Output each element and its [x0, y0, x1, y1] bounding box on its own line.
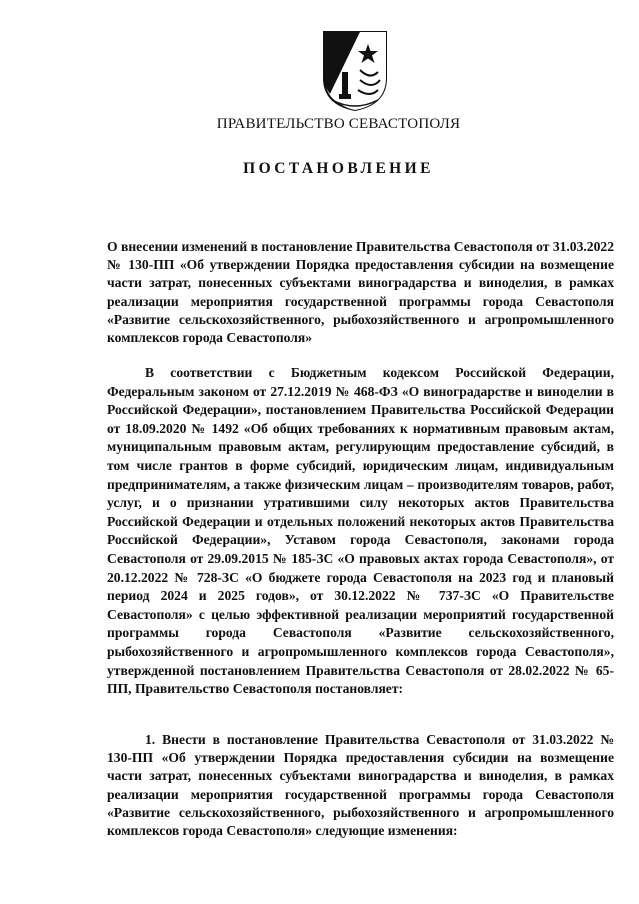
issuing-authority: ПРАВИТЕЛЬСТВО СЕВАСТОПОЛЯ — [216, 116, 461, 132]
document-subject: О внесении изменений в постановление Правительства Севастополя от 31.03.2022 № 130-ПП «Об утверждении Порядка предоставления субсидии на возмещение части затрат, понесенных субъектами виноградарства и виноделия, в рамках реализации мероприятия государственной программы города Севастополя «Развитие сельскохозяйственного, рыбохозяйственного и агропромышленного комплексов города Севастополя» — [107, 239, 614, 346]
preamble-text: В соответствии с Бюджетным кодексом Российской Федерации, Федеральным законом от 27.12.2019 № 468-ФЗ «О виноградарстве и виноделии в Российской Федерации», постановлением Правительства Российской Федерации от 18.09.2020 № 1492 «Об общих требованиях к нормативным правовым актам, муниципальным правовым актам, регулирующим предоставление субсидий, в том числе грантов в форме субсидий, юридическим лицам, индивидуальным предпринимателям, а также физическим лицам – производителям товаров, работ, услуг, и о признании утратившими силу некоторых актов Правительства Российской Федерации и отдельных положений некоторых актов Правительства Российской Федерации», Уставом города Севастополя, законами города Севастополя от 29.09.2015 № 185-ЗС «О правовых актах города Севастополя», от 20.12.2022 № 728-ЗС «О бюджете города Севастополя на 2023 год и плановый период 2024 и 2025 годов», от 30.12.2022 № 737-ЗС «О Правительстве Севастополя» с целью эффективной реализации мероприятий государственной программы города Севастополя «Развитие сельскохозяйственного, рыбохозяйственного и агропромышленного комплексов города Севастополя», утвержденной постановлением Правительства Севастополя от 28.02.2022 № 65-ПП, Правительство Севастополя — [107, 365, 614, 697]
sevastopol-coat-of-arms — [320, 28, 390, 112]
item-1-paragraph: 1. Внести в постановление Правительства Севастополя от 31.03.2022 № 130-ПП «Об утверждении Порядка предоставления субсидии на возмещение части затрат, понесенных субъектами виноградарства и виноделия, в рамках реализации мероприятия государственной программы города Севастополя «Развитие сельскохозяйственного, рыбохозяйственного и агропромышленного комплексов города Севастополя» следующие изменения: — [107, 732, 614, 839]
document-type-title: ПОСТАНОВЛЕНИЕ — [243, 160, 434, 177]
decision-word: постановляет: — [315, 681, 404, 697]
preamble-paragraph — [107, 364, 614, 699]
